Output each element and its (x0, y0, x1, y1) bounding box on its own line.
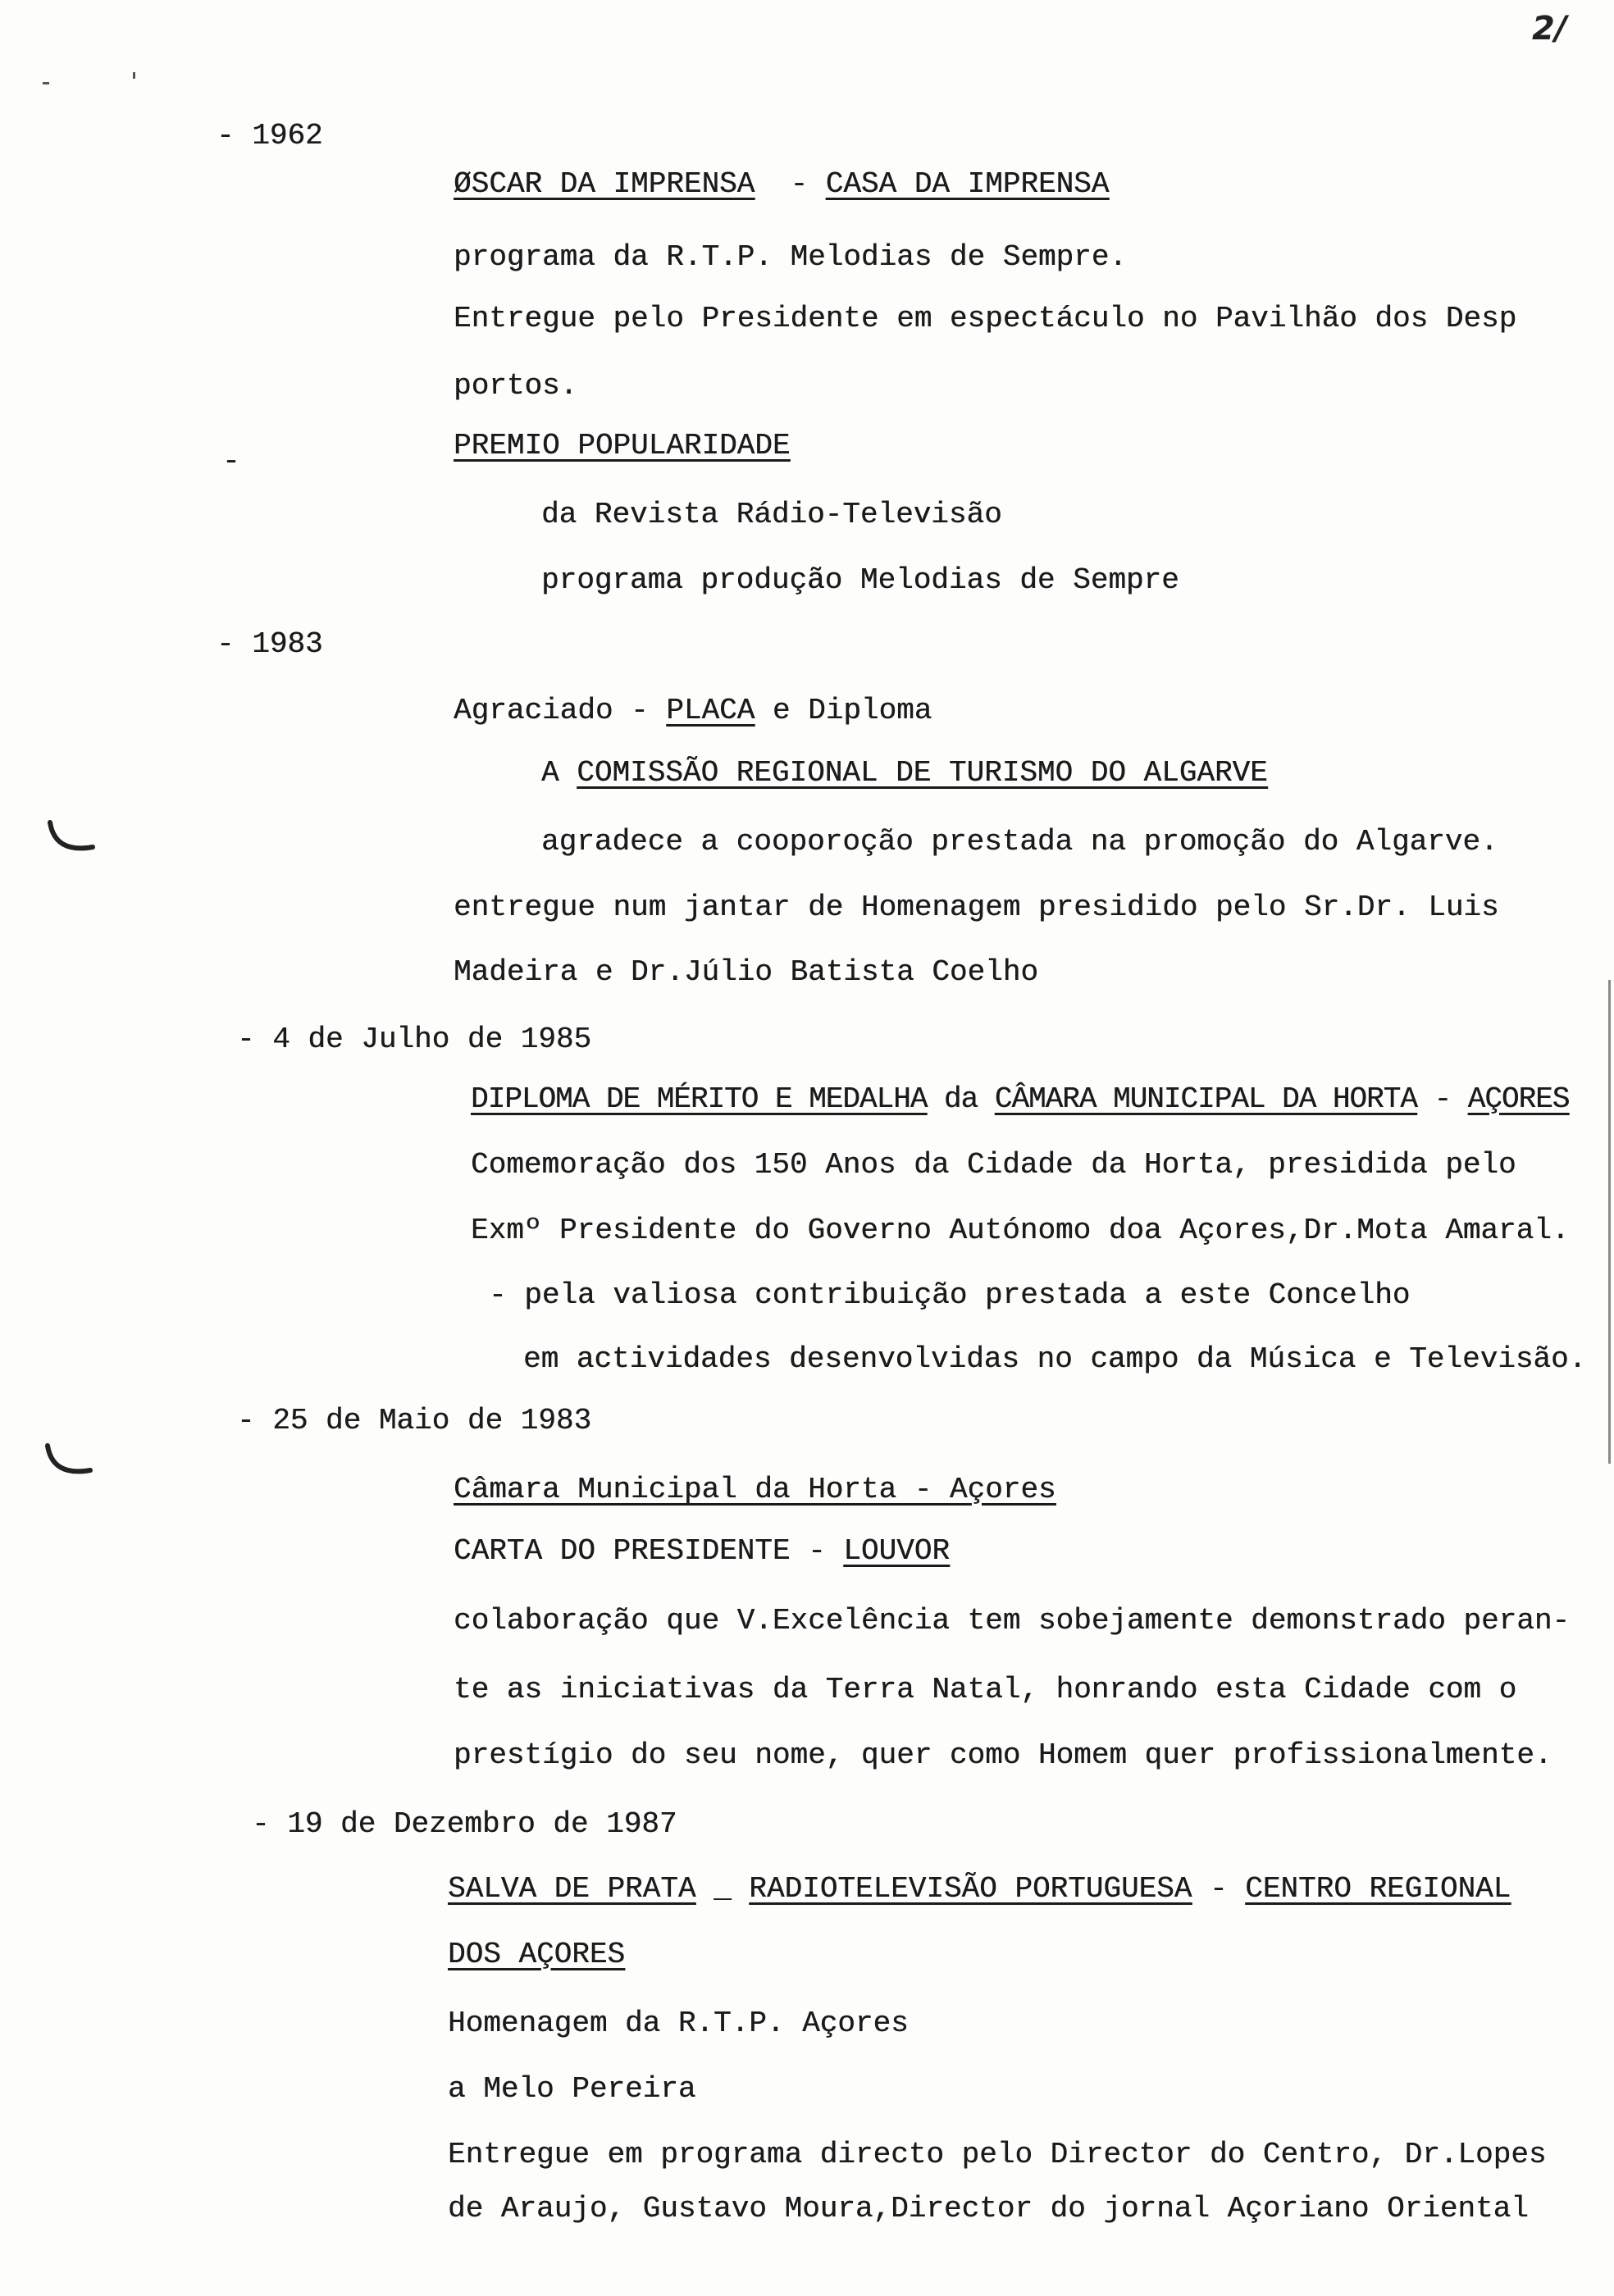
centro-name-continued: DOS AÇORES (448, 1938, 626, 1971)
commission-prefix: A (541, 756, 559, 790)
camara-separator: - (1434, 1082, 1452, 1116)
entry-date: - 25 de Maio de 1983 (237, 1404, 592, 1437)
agraciado-prefix: Agraciado - (454, 694, 649, 727)
centro-name: CENTRO REGIONAL (1245, 1872, 1511, 1906)
text-line: colaboração que V.Excelência tem sobejamente demonstrado peran- (454, 1604, 1571, 1638)
award-heading (448, 1871, 1511, 1907)
text-line: Entregue em programa directo pelo Director do Centro, Dr.Lopes (448, 2138, 1547, 2171)
entry-date: - 1983 (217, 627, 323, 661)
award-heading (471, 1082, 1569, 1118)
carta-prefix: CARTA DO PRESIDENTE - (454, 1534, 826, 1568)
commission-name: COMISSÃO REGIONAL DE TURISMO DO ALGARVE (577, 756, 1268, 790)
premio-title: PREMIO POPULARIDADE (454, 429, 791, 462)
text-line: Comemoração dos 150 Anos da Cidade da Horta, presidida pelo (471, 1148, 1516, 1182)
page-number: 2/ (1532, 10, 1567, 48)
entry-date: - 19 de Dezembro de 1987 (252, 1807, 677, 1841)
binder-hole-mark (45, 816, 98, 862)
carta-heading (454, 1533, 950, 1569)
text-line: a Melo Pereira (448, 2072, 696, 2106)
camara-name: CÂMARA MUNICIPAL DA HORTA (994, 1082, 1417, 1116)
text-line: Entregue pelo Presidente em espectáculo no Pavilhão dos Desp (454, 302, 1517, 335)
commission-line (541, 755, 1268, 791)
text-line: programa da R.T.P. Melodias de Sempre. (454, 240, 1127, 274)
acores-label: AÇORES (1467, 1082, 1570, 1116)
page-edge-shadow (1608, 980, 1611, 1464)
award-organization: CASA DA IMPRENSA (825, 167, 1110, 201)
binder-hole-mark (43, 1439, 95, 1485)
camara-heading: Câmara Municipal da Horta - Açores (454, 1473, 1056, 1506)
salva-title: SALVA DE PRATA (448, 1872, 696, 1906)
text-line: te as iniciativas da Terra Natal, honrando esta Cidade com o (454, 1673, 1517, 1706)
entry-dash: - (222, 444, 240, 478)
scan-mark (133, 72, 135, 79)
diploma-title: DIPLOMA DE MÉRITO E MEDALHA (471, 1082, 928, 1116)
entry-date: - 4 de Julho de 1985 (237, 1023, 592, 1056)
award-heading (454, 166, 1109, 203)
heading-separator: - (1209, 1872, 1228, 1906)
award-title: ØSCAR DA IMPRENSA (454, 167, 755, 201)
text-line: Homenagem da R.T.P. Açores (448, 2007, 909, 2040)
text-line: agradece a cooporoção prestada na promoção do Algarve. (541, 825, 1498, 859)
text-line: da Revista Rádio-Televisão (541, 498, 1002, 531)
text-line: programa produção Melodias de Sempre (541, 563, 1179, 597)
text-line: prestígio do seu nome, quer como Homem quer profissionalmente. (454, 1738, 1552, 1772)
louvor-label: LOUVOR (843, 1534, 950, 1568)
heading-separator: _ (714, 1872, 732, 1906)
text-line: Exmº Presidente do Governo Autónomo doa Açores,Dr.Mota Amaral. (471, 1214, 1570, 1247)
text-line: portos. (454, 369, 578, 403)
text-line: entregue num jantar de Homenagem presidido pelo Sr.Dr. Luis (454, 891, 1499, 924)
placa-label: PLACA (666, 694, 755, 727)
award-heading (454, 693, 932, 729)
scan-mark (43, 82, 49, 84)
connector-word: da (943, 1082, 978, 1116)
text-line: de Araujo, Gustavo Moura,Director do jornal Açoriano Oriental (448, 2192, 1529, 2225)
award-separator: - (790, 167, 809, 201)
entry-date: - 1962 (217, 119, 323, 153)
text-line: em actividades desenvolvidas no campo da Música e Televisão. (523, 1342, 1587, 1376)
text-line: - pela valiosa contribuição prestada a este Concelho (489, 1278, 1411, 1312)
text-line: Madeira e Dr.Júlio Batista Coelho (454, 955, 1038, 989)
rtp-name: RADIOTELEVISÃO PORTUGUESA (749, 1872, 1192, 1906)
agraciado-suffix: e Diploma (772, 694, 932, 727)
